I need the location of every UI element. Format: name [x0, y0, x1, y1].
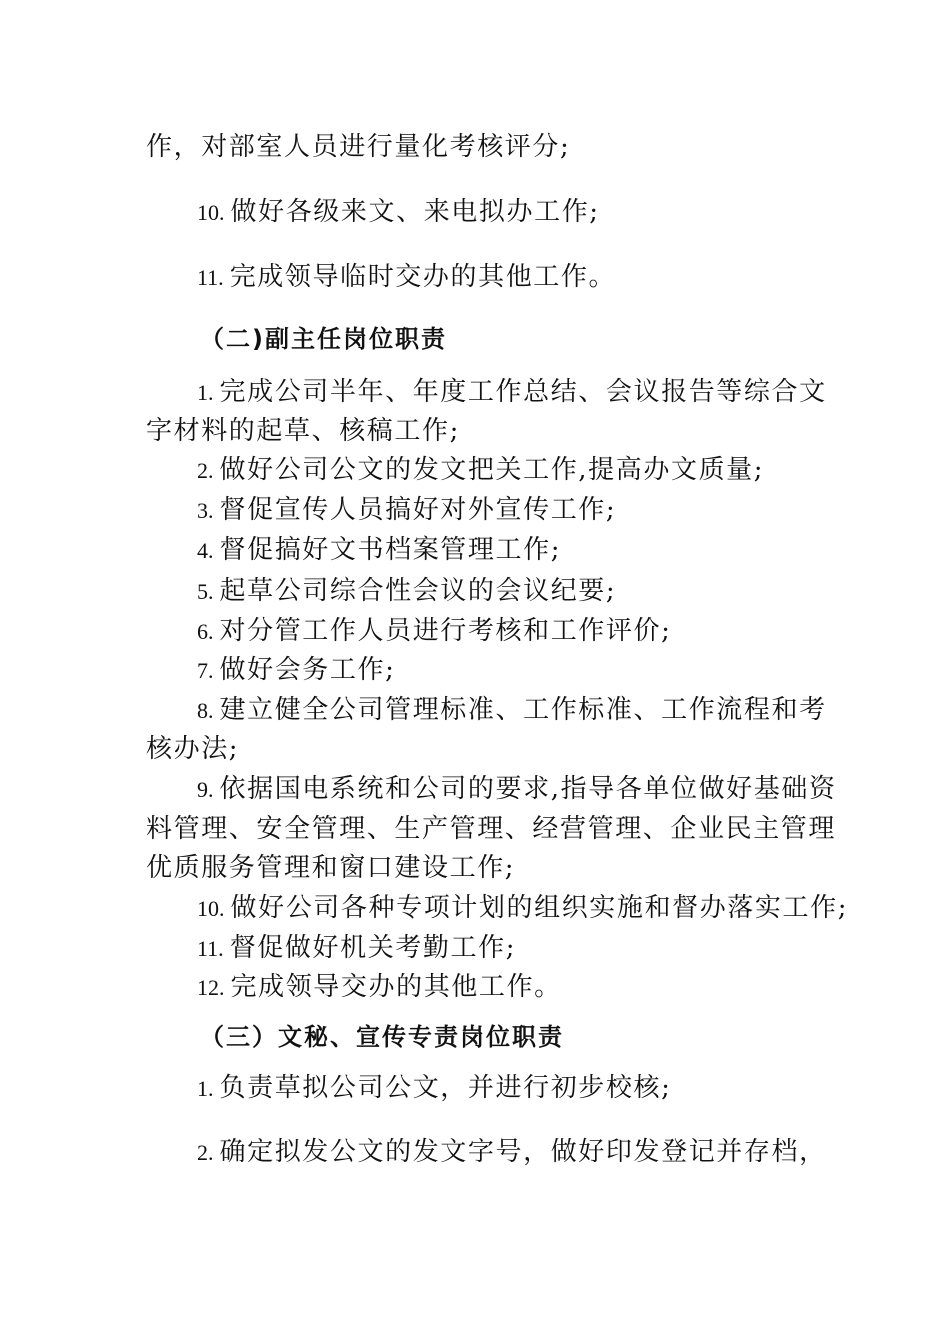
- continuation-text: 作，对部室人员进行量化考核评分;: [146, 132, 571, 162]
- list-item: 6. 对分管工作人员进行考核和工作评价;: [197, 616, 672, 646]
- list-item: 11. 完成领导临时交办的其他工作。: [197, 262, 617, 292]
- list-item: 1. 负责草拟公司公文，并进行初步校核;: [197, 1073, 672, 1103]
- list-item-continuation: 优质服务管理和窗口建设工作;: [146, 853, 516, 883]
- list-item-continuation: 核办法;: [146, 734, 240, 764]
- list-item: 2. 做好公司公文的发文把关工作,提高办文质量;: [197, 455, 765, 485]
- section-heading: （三）文秘、宣传专责岗位职责: [200, 1023, 564, 1051]
- list-item: 5. 起草公司综合性会议的会议纪要;: [197, 576, 617, 606]
- list-item: 2. 确定拟发公文的发文字号，做好印发登记并存档，: [197, 1137, 827, 1167]
- list-item: 12. 完成领导交办的其他工作。: [197, 972, 562, 1002]
- list-item: 3. 督促宣传人员搞好对外宣传工作;: [197, 495, 617, 525]
- list-item: 10. 做好公司各种专项计划的组织实施和督办落实工作;: [197, 893, 849, 923]
- list-item: 7. 做好会务工作;: [197, 655, 396, 685]
- list-item-continuation: 料管理、安全管理、生产管理、经营管理、企业民主管理: [146, 814, 837, 844]
- list-item: 4. 督促搞好文书档案管理工作;: [197, 535, 562, 565]
- list-item: 11. 督促做好机关考勤工作;: [197, 933, 517, 963]
- list-item: 10. 做好各级来文、来电拟办工作;: [197, 197, 600, 227]
- list-item: 9. 依据国电系统和公司的要求,指导各单位做好基础资: [197, 774, 837, 804]
- list-item: 8. 建立健全公司管理标准、工作标准、工作流程和考: [197, 695, 827, 725]
- list-item: 1. 完成公司半年、年度工作总结、会议报告等综合文: [197, 377, 827, 407]
- section-heading: （二)副主任岗位职责: [200, 325, 447, 353]
- list-item-continuation: 字材料的起草、核稿工作;: [146, 416, 460, 446]
